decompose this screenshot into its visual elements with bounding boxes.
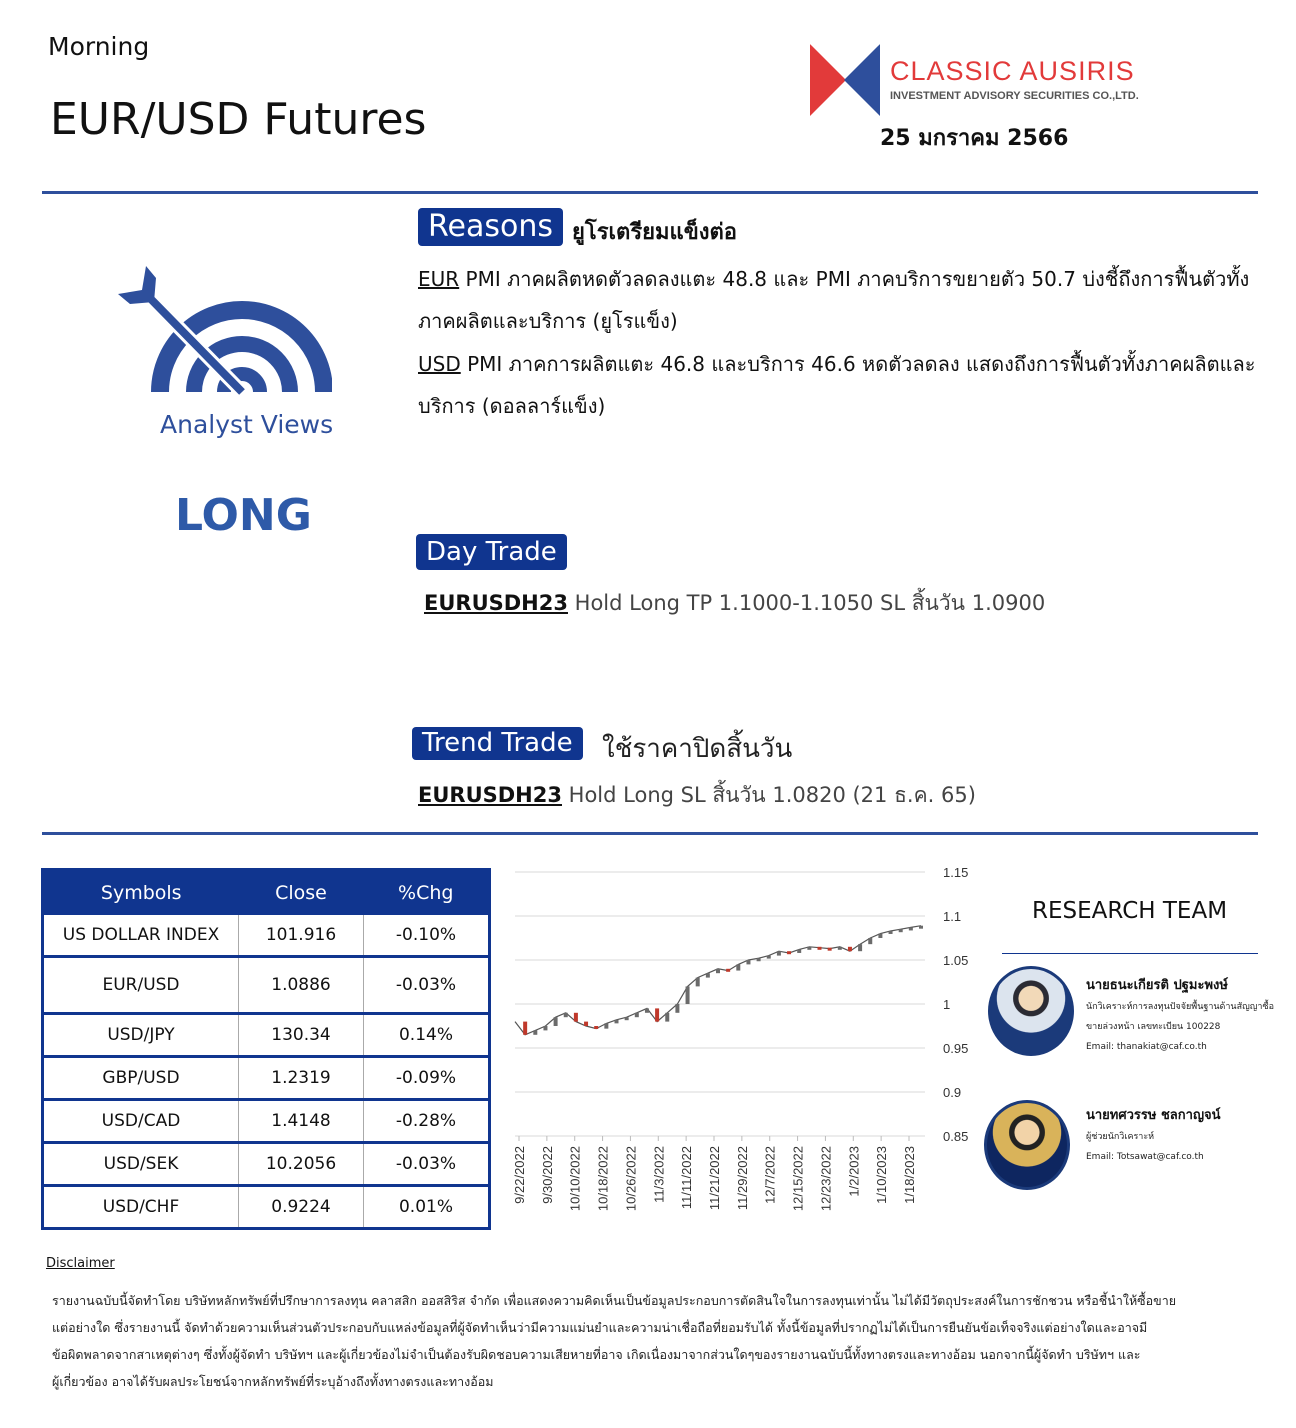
x-tick-label: 12/15/2022 — [790, 1146, 806, 1212]
x-tick-label: 11/3/2022 — [651, 1146, 667, 1203]
close-cell: 130.34 — [239, 1014, 364, 1057]
disclaimer-title: Disclaimer — [46, 1256, 115, 1271]
symbol-cell: USD/SEK — [43, 1143, 239, 1186]
target-arrow-icon — [112, 260, 332, 400]
chg-cell: -0.10% — [364, 915, 490, 957]
candle — [757, 958, 761, 961]
x-tick-label: 10/26/2022 — [623, 1146, 639, 1212]
candle — [564, 1013, 568, 1017]
candle — [858, 944, 862, 951]
candle — [736, 964, 740, 970]
disclaimer-line: รายงานฉบับนี้จัดทำโดย บริษัทหลักทรัพย์ที่ปรึกษาการลงทุน คลาสสิก ออสสิริส จำกัด เพื่อแสดงความคิดเห็นเป็นข้อมูลประกอบการตัดสินใจในการลงทุนเท่านั้น ไม่ได้มีวัตถุประสงค์ในการชักชวน หรือชี้นำให้ซื้อขาย — [52, 1293, 1177, 1308]
member-name: นายธนะเกียรติ ปฐมะพงษ์ — [1086, 978, 1228, 993]
candle — [523, 1022, 527, 1035]
top-divider — [42, 191, 1258, 194]
reason-usd-cont: บริการ (ดอลลาร์แข็ง) — [418, 394, 606, 418]
col-chg: %Chg — [364, 870, 490, 915]
candle — [696, 978, 700, 987]
y-tick-label: 0.95 — [943, 1041, 969, 1056]
middle-divider — [42, 832, 1258, 835]
chg-cell: 0.14% — [364, 1014, 490, 1057]
candle — [533, 1030, 537, 1034]
disclaimer-line: ข้อผิดพลาดจากสาเหตุต่างๆ ซึ่งทั้งผู้จัดทำ บริษัทฯ และผู้เกี่ยวข้องไม่จำเป็นต้องรับผิดชอบความเสียหายที่อาจ เกิดเนื่องมาจากส่วนใดๆของรายงานฉบับนี้ทั้งทางตรงและทางอ้อม นอกจากนี้ผู้จัดทำ บริษัทฯ และ — [52, 1347, 1141, 1362]
y-tick-label: 1 — [943, 997, 951, 1012]
x-tick-label: 1/2/2023 — [846, 1146, 862, 1197]
y-tick-label: 1.05 — [943, 953, 969, 968]
member-role-cont: ขายล่วงหน้า เลขทะเบียน 100228 — [1086, 1022, 1221, 1032]
x-tick-label: 12/7/2022 — [762, 1146, 778, 1204]
candle — [899, 929, 903, 932]
chg-cell: -0.03% — [364, 1143, 490, 1186]
candle — [828, 948, 832, 951]
member-role: ผู้ช่วยนักวิเคราะห์ — [1086, 1132, 1155, 1142]
page-title: EUR/USD Futures — [50, 94, 427, 145]
member-name: นายทศวรรษ ชลกาญจน์ — [1086, 1108, 1221, 1123]
close-cell: 101.916 — [239, 915, 364, 957]
symbol-cell: EUR/USD — [43, 957, 239, 1014]
chg-cell: 0.01% — [364, 1186, 490, 1229]
x-tick-label: 10/10/2022 — [567, 1146, 583, 1212]
disclaimer-line: แต่อย่างใด ซึ่งรายงานนี้ จัดทำด้วยความเห็นส่วนตัวประกอบกับแหล่งข้อมูลที่ผู้จัดทำเห็นว่ามีความแม่นยำและความน่าเชื่อถือที่ยอมรับได้ ทั้งนี้ข้อมูลที่ปรากฏไม่ได้เป็นการยืนยันข้อเท็จจริงแต่อย่างใดและอาจมี — [52, 1320, 1148, 1335]
candle — [848, 947, 852, 951]
close-cell: 1.0886 — [239, 957, 364, 1014]
candle — [716, 969, 720, 973]
x-tick-label: 12/23/2022 — [818, 1146, 834, 1212]
candle — [665, 1013, 669, 1022]
analyst-photo-1 — [988, 966, 1074, 1056]
member-role: นักวิเคราะห์การลงทุนปัจจัยพื้นฐานด้านสัญญาซื้อ — [1086, 1002, 1274, 1012]
reason-usd: USD PMI ภาคการผลิตแตะ 46.8 และบริการ 46.6 หดตัวลดลง แสดงถึงการฟื้นตัวทั้งภาคผลิตและ — [418, 352, 1256, 376]
brand-subtitle: INVESTMENT ADVISORY SECURITIES CO.,LTD. — [890, 90, 1139, 102]
candle — [584, 1022, 588, 1026]
disclaimer-line: ผู้เกี่ยวข้อง อาจได้รับผลประโยชน์จากหลักทรัพย์ที่ระบุอ้างถึงทั้งทางตรงและทางอ้อม — [52, 1374, 494, 1389]
candle — [909, 927, 913, 930]
candle — [746, 960, 750, 964]
y-tick-label: 1.1 — [943, 909, 962, 924]
table-row — [43, 915, 490, 957]
candle — [807, 947, 811, 950]
chg-cell: -0.09% — [364, 1057, 490, 1100]
day-trade-badge: Day Trade — [416, 534, 567, 570]
y-tick-label: 0.9 — [943, 1085, 962, 1100]
table-row — [43, 1186, 490, 1229]
trend-trade-badge: Trend Trade — [412, 727, 583, 760]
table-row — [43, 1057, 490, 1100]
reason-eur-cont: ภาคผลิตและบริการ (ยูโรแข็ง) — [418, 309, 678, 333]
candle — [787, 951, 791, 954]
symbol-cell: USD/CHF — [43, 1186, 239, 1229]
trend-trade-headline: ใช้ราคาปิดสิ้นวัน — [602, 734, 793, 764]
candle — [706, 973, 710, 977]
candle — [655, 1008, 659, 1021]
candle — [604, 1023, 608, 1028]
candle — [675, 1004, 679, 1013]
team-divider — [1002, 953, 1258, 954]
col-symbols: Symbols — [43, 870, 239, 915]
day-trade-recommendation: EURUSDH23 Hold Long TP 1.1000-1.1050 SL สิ้นวัน 1.0900 — [424, 591, 1046, 615]
close-cell: 0.9224 — [239, 1186, 364, 1229]
analyst-photo-2 — [984, 1100, 1070, 1190]
symbol-cell: GBP/USD — [43, 1057, 239, 1100]
table-row — [43, 1100, 490, 1143]
eurusd-price-chart — [505, 858, 985, 1238]
candle — [878, 934, 882, 938]
y-tick-label: 0.85 — [943, 1129, 969, 1144]
x-tick-label: 11/29/2022 — [734, 1146, 750, 1211]
research-team-title: RESEARCH TEAM — [1032, 898, 1228, 924]
reasons-headline: ยูโรเตรียมแข็งต่อ — [572, 220, 737, 245]
x-tick-label: 1/18/2023 — [902, 1146, 917, 1204]
session-label: Morning — [48, 32, 150, 61]
table-row — [43, 1014, 490, 1057]
x-tick-label: 11/11/2022 — [679, 1146, 695, 1210]
candle — [868, 938, 872, 944]
candle — [797, 949, 801, 953]
chg-cell: -0.03% — [364, 957, 490, 1014]
team-member-1 — [1086, 974, 1286, 1057]
x-tick-label: 1/10/2023 — [874, 1146, 890, 1204]
disclaimer-text — [52, 1287, 1252, 1395]
candle — [889, 931, 893, 934]
candle — [818, 947, 822, 950]
team-member-2 — [1086, 1104, 1286, 1167]
candle — [615, 1020, 619, 1024]
brand-name: CLASSIC AUSIRIS — [890, 56, 1135, 86]
candle — [625, 1017, 629, 1020]
candle — [543, 1026, 547, 1030]
x-tick-label: 9/22/2022 — [512, 1146, 527, 1204]
symbol-cell: USD/CAD — [43, 1100, 239, 1143]
analyst-views-label: Analyst Views — [160, 410, 334, 439]
close-cell: 1.4148 — [239, 1100, 364, 1143]
member-email: Email: Totsawat@caf.co.th — [1086, 1152, 1204, 1162]
col-close: Close — [239, 870, 364, 915]
candle — [645, 1008, 649, 1012]
y-tick-label: 1.15 — [943, 865, 969, 880]
table-row — [43, 957, 490, 1014]
table-row — [43, 1143, 490, 1186]
reason-eur: EUR PMI ภาคผลิตหดตัวลดลงแตะ 48.8 และ PMI ภาคบริการขยายตัว 50.7 บ่งชี้ถึงการฟื้นตัวทั้ง — [418, 267, 1250, 291]
symbol-cell: US DOLLAR INDEX — [43, 915, 239, 957]
candle — [574, 1013, 578, 1022]
report-date: 25 มกราคม 2566 — [880, 126, 1069, 151]
x-tick-label: 10/18/2022 — [595, 1146, 611, 1212]
member-email: Email: thanakiat@caf.co.th — [1086, 1042, 1207, 1052]
candle — [767, 956, 771, 959]
candle — [594, 1026, 598, 1029]
candle — [686, 986, 690, 1004]
reasons-badge: Reasons — [418, 208, 563, 246]
candle — [554, 1017, 558, 1026]
x-tick-label: 11/21/2022 — [707, 1146, 722, 1211]
quotes-table — [41, 868, 491, 1230]
close-cell: 1.2319 — [239, 1057, 364, 1100]
x-tick-label: 9/30/2022 — [539, 1146, 555, 1204]
chg-cell: -0.28% — [364, 1100, 490, 1143]
candle — [777, 951, 781, 955]
candle — [838, 947, 842, 950]
candle — [726, 969, 730, 972]
candle — [919, 926, 923, 929]
trend-trade-recommendation: EURUSDH23 Hold Long SL สิ้นวัน 1.0820 (21 ธ.ค. 65) — [418, 783, 976, 807]
candle — [635, 1013, 639, 1017]
close-cell: 10.2056 — [239, 1143, 364, 1186]
quotes-header-row — [43, 870, 490, 915]
position-call: LONG — [175, 490, 312, 541]
symbol-cell: USD/JPY — [43, 1014, 239, 1057]
brand-logo-icon — [810, 44, 880, 116]
